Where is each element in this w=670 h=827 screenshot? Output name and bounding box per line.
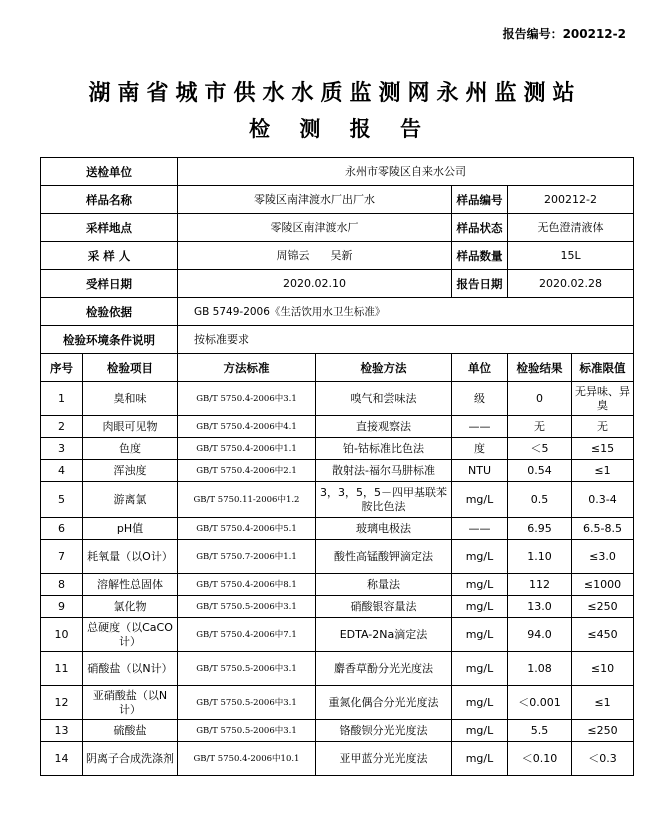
cell-limit: ＜0.3 xyxy=(572,742,634,776)
cell-method: 3，3，5，5－四甲基联苯胺比色法 xyxy=(316,482,452,518)
cell-result: 94.0 xyxy=(508,618,572,652)
header-cell-result: 检验结果 xyxy=(508,354,572,382)
env-label: 检验环境条件说明 xyxy=(41,326,178,354)
cell-seq: 8 xyxy=(41,574,83,596)
cell-standard: GB/T 5750.4-2006中8.1 xyxy=(178,574,316,596)
cell-limit: ≤1000 xyxy=(572,574,634,596)
header-cell-method: 检验方法 xyxy=(316,354,452,382)
cell-method: 重氮化偶合分光光度法 xyxy=(316,686,452,720)
sampling-place-value: 零陵区南津渡水厂 xyxy=(178,214,452,242)
inspection-unit-value: 永州市零陵区自来水公司 xyxy=(178,158,634,186)
cell-limit: ≤10 xyxy=(572,652,634,686)
cell-result: 6.95 xyxy=(508,518,572,540)
cell-unit: —— xyxy=(452,416,508,438)
cell-item: 氯化物 xyxy=(83,596,178,618)
cell-item: 耗氧量（以O计） xyxy=(83,540,178,574)
cell-method: 麝香草酚分光光度法 xyxy=(316,652,452,686)
cell-seq: 2 xyxy=(41,416,83,438)
results-header-row xyxy=(41,354,634,382)
cell-seq: 9 xyxy=(41,596,83,618)
cell-unit: NTU xyxy=(452,460,508,482)
table-row xyxy=(41,686,634,720)
sampler-label: 采 样 人 xyxy=(41,242,178,270)
cell-method: 嗅气和尝味法 xyxy=(316,382,452,416)
cell-item: 溶解性总固体 xyxy=(83,574,178,596)
cell-standard: GB/T 5750.4-2006中2.1 xyxy=(178,460,316,482)
cell-method: 称量法 xyxy=(316,574,452,596)
cell-limit: ≤250 xyxy=(572,720,634,742)
sample-name-value: 零陵区南津渡水厂出厂水 xyxy=(178,186,452,214)
receive-date-label: 受样日期 xyxy=(41,270,178,298)
sample-name-label: 样品名称 xyxy=(41,186,178,214)
cell-item: 硫酸盐 xyxy=(83,720,178,742)
sample-qty-value: 15L xyxy=(508,242,634,270)
table-row xyxy=(41,416,634,438)
cell-limit: ≤1 xyxy=(572,460,634,482)
basis-label: 检验依据 xyxy=(41,298,178,326)
cell-item: 肉眼可见物 xyxy=(83,416,178,438)
cell-unit: mg/L xyxy=(452,482,508,518)
cell-item: 游离氯 xyxy=(83,482,178,518)
table-row xyxy=(41,720,634,742)
cell-result: 0 xyxy=(508,382,572,416)
cell-result: ＜5 xyxy=(508,438,572,460)
cell-unit: 级 xyxy=(452,382,508,416)
table-row xyxy=(41,482,634,518)
cell-item: 臭和味 xyxy=(83,382,178,416)
cell-item: 硝酸盐（以N计） xyxy=(83,652,178,686)
cell-method: 亚甲蓝分光光度法 xyxy=(316,742,452,776)
cell-result: 5.5 xyxy=(508,720,572,742)
cell-seq: 3 xyxy=(41,438,83,460)
cell-result: 1.10 xyxy=(508,540,572,574)
results-section xyxy=(41,354,634,382)
cell-unit: mg/L xyxy=(452,574,508,596)
cell-limit: ≤3.0 xyxy=(572,540,634,574)
cell-limit: ≤250 xyxy=(572,596,634,618)
result-rows xyxy=(41,382,634,776)
cell-standard: GB/T 5750.4-2006中7.1 xyxy=(178,618,316,652)
cell-method: 铬酸钡分光光度法 xyxy=(316,720,452,742)
cell-unit: 度 xyxy=(452,438,508,460)
cell-result: ＜0.10 xyxy=(508,742,572,776)
cell-standard: GB/T 5750.4-2006中10.1 xyxy=(178,742,316,776)
table-row xyxy=(41,596,634,618)
cell-seq: 6 xyxy=(41,518,83,540)
cell-unit: mg/L xyxy=(452,652,508,686)
sample-state-label: 样品状态 xyxy=(452,214,508,242)
cell-method: EDTA-2Na滴定法 xyxy=(316,618,452,652)
cell-result: 无 xyxy=(508,416,572,438)
inspection-unit-label: 送检单位 xyxy=(41,158,178,186)
cell-limit: ≤15 xyxy=(572,438,634,460)
cell-seq: 10 xyxy=(41,618,83,652)
cell-result: 13.0 xyxy=(508,596,572,618)
header-cell-limit: 标准限值 xyxy=(572,354,634,382)
cell-seq: 11 xyxy=(41,652,83,686)
cell-unit: mg/L xyxy=(452,742,508,776)
cell-seq: 12 xyxy=(41,686,83,720)
info-section xyxy=(41,158,634,354)
cell-method: 铂-钴标准比色法 xyxy=(316,438,452,460)
cell-result: 1.08 xyxy=(508,652,572,686)
table-row xyxy=(41,574,634,596)
cell-unit: mg/L xyxy=(452,720,508,742)
report-date-value: 2020.02.28 xyxy=(508,270,634,298)
table-row xyxy=(41,618,634,652)
cell-seq: 5 xyxy=(41,482,83,518)
cell-limit: 无异味、异臭 xyxy=(572,382,634,416)
receive-date-value: 2020.02.10 xyxy=(178,270,452,298)
cell-unit: —— xyxy=(452,518,508,540)
cell-item: 亚硝酸盐（以N计） xyxy=(83,686,178,720)
cell-standard: GB/T 5750.5-2006中3.1 xyxy=(178,720,316,742)
sample-no-value: 200212-2 xyxy=(508,186,634,214)
cell-item: 浑浊度 xyxy=(83,460,178,482)
cell-item: 阴离子合成洗涤剂 xyxy=(83,742,178,776)
header-cell-seq: 序号 xyxy=(41,354,83,382)
report-subtitle: 检 测 报 告 xyxy=(249,116,421,141)
cell-item: 总硬度（以CaCO计） xyxy=(83,618,178,652)
header-cell-unit: 单位 xyxy=(452,354,508,382)
basis-value: GB 5749-2006《生活饮用水卫生标准》 xyxy=(178,298,634,326)
cell-unit: mg/L xyxy=(452,596,508,618)
cell-method: 硝酸银容量法 xyxy=(316,596,452,618)
cell-standard: GB/T 5750.5-2006中3.1 xyxy=(178,596,316,618)
report-date-label: 报告日期 xyxy=(452,270,508,298)
table-row xyxy=(41,460,634,482)
cell-result: ＜0.001 xyxy=(508,686,572,720)
header-cell-standard: 方法标准 xyxy=(178,354,316,382)
cell-method: 酸性高锰酸钾滴定法 xyxy=(316,540,452,574)
cell-method: 玻璃电极法 xyxy=(316,518,452,540)
cell-item: pH值 xyxy=(83,518,178,540)
table-row xyxy=(41,540,634,574)
cell-seq: 13 xyxy=(41,720,83,742)
cell-item: 色度 xyxy=(83,438,178,460)
cell-standard: GB/T 5750.5-2006中3.1 xyxy=(178,652,316,686)
env-value: 按标准要求 xyxy=(178,326,634,354)
cell-limit: 无 xyxy=(572,416,634,438)
cell-standard: GB/T 5750.4-2006中1.1 xyxy=(178,438,316,460)
table-row xyxy=(41,382,634,416)
cell-seq: 4 xyxy=(41,460,83,482)
table-row xyxy=(41,742,634,776)
sample-state-value: 无色澄清液体 xyxy=(508,214,634,242)
cell-limit: 6.5-8.5 xyxy=(572,518,634,540)
cell-seq: 7 xyxy=(41,540,83,574)
cell-limit: 0.3-4 xyxy=(572,482,634,518)
cell-result: 0.5 xyxy=(508,482,572,518)
report-table xyxy=(40,157,634,776)
cell-standard: GB/T 5750.4-2006中3.1 xyxy=(178,382,316,416)
report-title: 湖南省城市供水水质监测网永州监测站 xyxy=(88,80,582,106)
cell-result: 0.54 xyxy=(508,460,572,482)
table-row xyxy=(41,652,634,686)
cell-standard: GB/T 5750.11-2006中1.2 xyxy=(178,482,316,518)
cell-method: 散射法-福尔马肼标准 xyxy=(316,460,452,482)
cell-limit: ≤1 xyxy=(572,686,634,720)
table-row xyxy=(41,438,634,460)
cell-limit: ≤450 xyxy=(572,618,634,652)
cell-standard: GB/T 5750.5-2006中3.1 xyxy=(178,686,316,720)
cell-seq: 14 xyxy=(41,742,83,776)
cell-standard: GB/T 5750.7-2006中1.1 xyxy=(178,540,316,574)
sampling-place-label: 采样地点 xyxy=(41,214,178,242)
cell-unit: mg/L xyxy=(452,540,508,574)
sample-qty-label: 样品数量 xyxy=(452,242,508,270)
cell-standard: GB/T 5750.4-2006中5.1 xyxy=(178,518,316,540)
header-cell-item: 检验项目 xyxy=(83,354,178,382)
cell-standard: GB/T 5750.4-2006中4.1 xyxy=(178,416,316,438)
cell-result: 112 xyxy=(508,574,572,596)
cell-unit: mg/L xyxy=(452,618,508,652)
report-number: 报告编号：200212-2 xyxy=(502,27,626,41)
sample-no-label: 样品编号 xyxy=(452,186,508,214)
sampler-value: 周锦云 吴新 xyxy=(178,242,452,270)
cell-seq: 1 xyxy=(41,382,83,416)
table-row xyxy=(41,518,634,540)
cell-unit: mg/L xyxy=(452,686,508,720)
cell-method: 直接观察法 xyxy=(316,416,452,438)
